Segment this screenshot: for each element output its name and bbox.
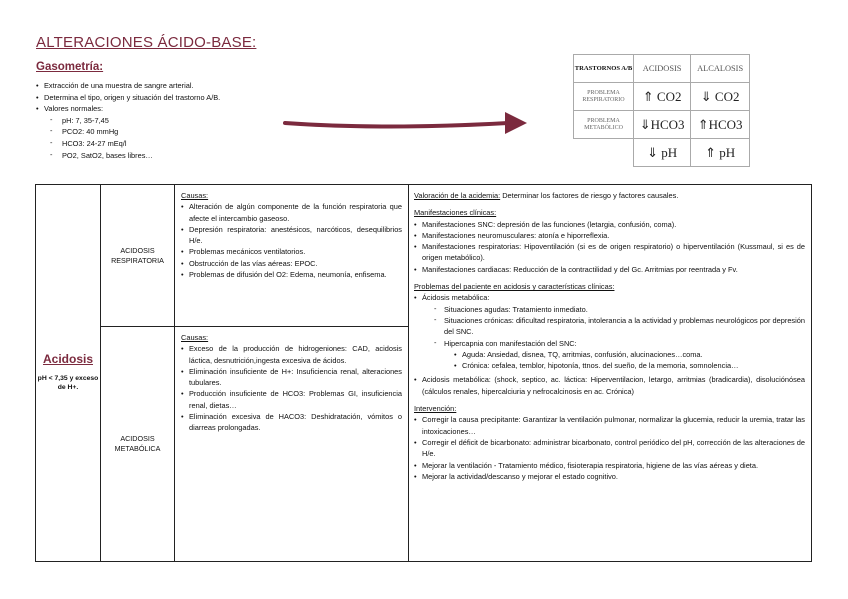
cell-met-alcalosis: ⇑HCO3 [691,111,750,139]
resp-causas-list [181,201,402,280]
list-item: • Exceso de la producción de hidrogeniones: CAD, acidosis láctica, desnutrición,ingesta excesiva de ácidos. [181,343,402,366]
gasometria-bullet: • Determina el tipo, origen y situación del trastorno A/B. [36,92,296,104]
list-item: - Situaciones agudas: Tratamiento inmediato. [434,304,805,315]
met-causas-list [181,343,402,433]
list-item: • Obstrucción de las vías aéreas: EPOC. [181,258,402,269]
acidosis-cell [36,185,101,562]
normal-value: - pH: 7, 35-7,45 [50,115,296,127]
situaciones-list [434,304,805,372]
problemas-heading: Problemas del paciente en acidosis y características clínicas: [414,282,615,292]
causas-heading: Causas: [181,191,209,200]
acid-base-table [573,54,750,167]
list-item: • Alteración de algún componente de la función respiratoria que afecte el intercambio gaseoso. [181,201,402,224]
list-item: • Eliminación excesiva de HACO3: Deshidratación, vómitos o diarreas prolongadas. [181,411,402,434]
acidosis-respiratoria-label: ACIDOSIS RESPIRATORIA [101,185,175,327]
problemas-list [414,292,805,397]
list-item: • Producción insuficiente de HCO3: Problemas GI, insuficiencia renal, dietas… [181,388,402,411]
list-item: • Mejorar la ventilación - Tratamiento médico, fisioterapia respiratoria, higiene de las vías aéreas y dieta. [414,460,805,471]
list-item: • Problemas de difusión del O2: Edema, neumonía, enfisema. [181,269,402,280]
list-item: • Crónica: cefalea, temblor, hipotonía, ttnos. del sueño, de la memoria, somnolencia… [454,360,805,371]
gasometria-bullet [36,103,296,161]
column-header-alcalosis: ALCALOSIS [691,55,750,83]
cell-ph-acidosis: ⇓ pH [634,139,691,167]
gasometria-heading: Gasometría: [36,61,104,73]
list-item: • Manifestaciones SNC: depresión de las funciones (letargia, confusión, coma). [414,219,805,230]
list-item: • Corregir el déficit de bicarbonato: administrar bicarbonato, control periódico del pH, corrección de las alteraciones de H/e. [414,437,805,460]
list-item: • Manifestaciones cardiacas: Reducción de la contractilidad y del Gc. Arritmias por reentrada y Fv. [414,264,805,275]
intervencion-list [414,414,805,482]
list-item: • Aguda: Ansiedad, disnea, TQ, arritmias, confusión, alucinaciones…coma. [454,349,805,360]
cell-resp-acidosis: ⇑ CO2 [634,83,691,111]
valoracion-text: Determinar los factores de riesgo y factores causales. [500,191,679,200]
table-corner-header: TRASTORNOS A/B [574,55,634,83]
list-item: • Eliminación insuficiente de H+: Insuficiencia renal, alteraciones tubulares. [181,366,402,389]
cell-resp-alcalosis: ⇓ CO2 [691,83,750,111]
resp-causas-cell [175,185,409,327]
valoracion [414,190,805,201]
hipercapnia-list [454,349,805,372]
intervencion-heading: Intervención: [414,404,457,414]
list-item: • Manifestaciones neuromusculares: atonía e hiporreflexia. [414,230,805,241]
acidosis-note: pH < 7,35 y exceso de H+. [37,374,99,391]
acidosis-title: Acidosis [42,352,93,367]
valoracion-heading: Valoración de la acidemia: [414,191,501,200]
list-item: - Situaciones crónicas: dificultad respiratoria, intolerancia a la actividad y problemas neurológicos por depresión del SNC. [434,315,805,338]
arrow-right-icon [283,108,528,138]
list-item: • Corregir la causa precipitante: Garantizar la ventilación pulmonar, normalizar la glucemia, reducir la uremia, tratar las intoxicaciones… [414,414,805,437]
row-label-respiratorio: PROBLEMA RESPIRATORIO [574,83,634,111]
normal-value: - PCO2: 40 mmHg [50,126,296,138]
normal-value: - HCO3: 24-27 mEq/l [50,138,296,150]
column-header-acidosis: ACIDOSIS [634,55,691,83]
manifestaciones-list [414,219,805,275]
list-item: • Problemas mecánicos ventilatorios. [181,246,402,257]
normal-values-list [50,115,296,161]
page-title: ALTERACIONES ÁCIDO-BASE: [36,34,257,51]
cell-ph-alcalosis: ⇑ pH [691,139,750,167]
row-label-metabolico: PROBLEMA METABÓLICO [574,111,634,139]
gasometria-bullet: • Extracción de una muestra de sangre arterial. [36,80,296,92]
causas-heading: Causas: [181,333,209,342]
acidosis-metabolica-item: Ácidosis metabólica: [422,293,490,303]
details-cell [409,185,812,562]
cell-met-acidosis: ⇓HCO3 [634,111,691,139]
acidosis-metabolica-label: ACIDOSIS METABÓLICA [101,327,175,562]
met-causas-cell [175,327,409,562]
list-item: • Manifestaciones respiratorias: Hipoventilación (si es de origen respiratorio) o hiperventilación (Kussmaul, si es de origen metabólico). [414,241,805,264]
list-item: • Acidosis metabólica: (shock, septico, ac. láctica: Hiperventilacion, letargo, arritmias (bradicardia), disoluciónósea (cálculos renales, hipercalciuria y nefrocalcinosis en ac. Crónica) [414,374,805,397]
normal-values-label: Valores normales: [44,104,104,114]
list-item [434,338,805,372]
gasometria-list [36,80,296,161]
normal-value: - PO2, SatO2, bases libres… [50,150,296,162]
hipercapnia-label: Hipercapnia con manifestación del SNC: [444,338,577,348]
acidosis-table [35,184,812,562]
list-item: • Mejorar la actividad/descanso y mejorar el estado cognitivo. [414,471,805,482]
manifestaciones-heading: Manifestaciones clínicas: [414,208,497,218]
list-item: • Depresión respiratoria: anestésicos, narcóticos, desequilibrios H/e. [181,224,402,247]
list-item [414,292,805,371]
empty-cell [574,139,634,167]
